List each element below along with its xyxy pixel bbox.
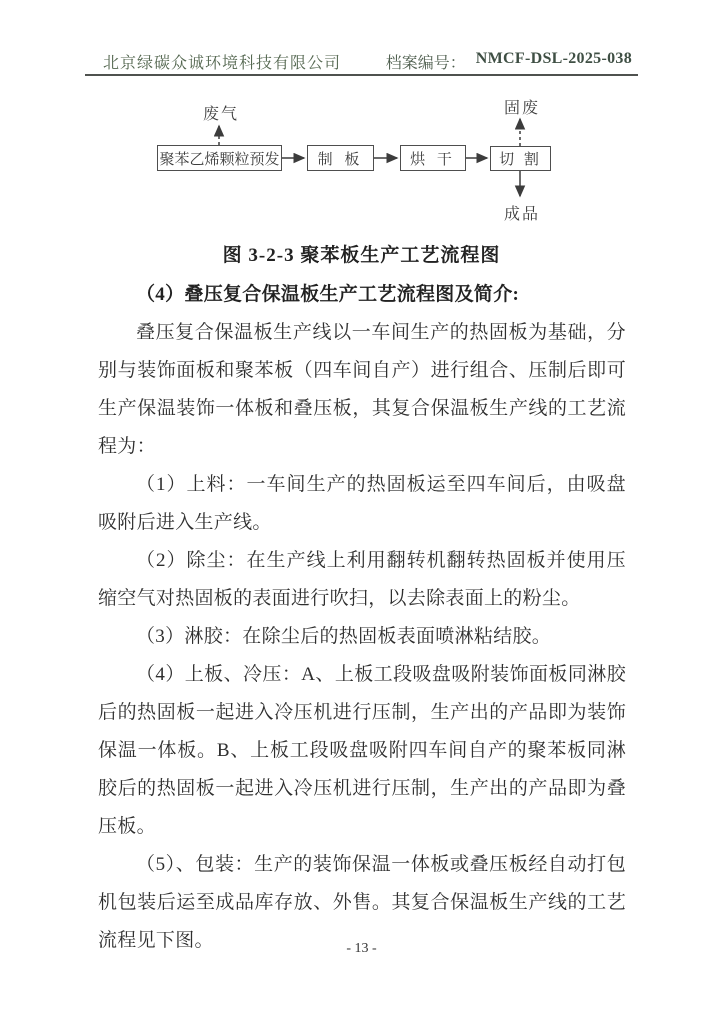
- header-rule: [85, 74, 638, 76]
- paragraph: 叠压复合保温板生产线以一车间生产的热固板为基础，分别与装饰面板和聚苯板（四车间自产）进行组合、压制后即可生产保温装饰一体板和叠压板，其复合保温板生产线的工艺流程为：: [98, 322, 626, 457]
- paragraph: （1）上料：一车间生产的热固板运至四车间后，由吸盘吸附后进入生产线。: [98, 474, 626, 533]
- waste-gas-label: 废气: [203, 106, 240, 123]
- paragraph: （3）淋胶：在除尘后的热固板表面喷淋粘结胶。: [136, 626, 552, 647]
- flow-step-cutting: 切 割: [490, 146, 551, 171]
- header-archive: [386, 50, 632, 73]
- flow-step-pre-expansion: 聚苯乙烯颗粒预发: [157, 145, 282, 171]
- archive-label: 档案编号：: [385, 55, 466, 72]
- paragraph: （4）上板、冷压：A、上板工段吸盘吸附装饰面板同淋胶后的热固板一起进入冷压机进行压制，生产出的产品即为装饰保温一体板。B、上板工段吸盘吸附四车间自产的聚苯板同淋胶后的热固板一起进入冷压机进行压制，生产出的产品即为叠压板。: [98, 664, 626, 837]
- process-flowchart: [0, 95, 723, 227]
- section-heading: （4）叠压复合保温板生产工艺流程图及简介:: [136, 284, 520, 305]
- solid-waste-label: 固废: [504, 100, 541, 117]
- product-label: 成品: [504, 206, 541, 223]
- archive-number: NMCF-DSL-2025-038: [475, 50, 632, 67]
- page-number: - 13 -: [346, 941, 377, 956]
- header-company-name: 北京绿碳众诚环境科技有限公司: [103, 55, 342, 72]
- paragraph: （2）除尘：在生产线上利用翻转机翻转热固板并使用压缩空气对热固板的表面进行吹扫，以去除表面上的粉尘。: [98, 550, 626, 609]
- flow-step-drying: 烘 干: [400, 145, 466, 171]
- figure-caption: 图 3-2-3 聚苯板生产工艺流程图: [222, 245, 501, 266]
- flow-step-board-making: 制 板: [307, 145, 374, 171]
- paragraph: （5）、包装：生产的装饰保温一体板或叠压板经自动打包机包装后运至成品库存放、外售。其复合保温板生产线的工艺流程见下图。: [98, 854, 626, 951]
- document-body: [98, 276, 626, 960]
